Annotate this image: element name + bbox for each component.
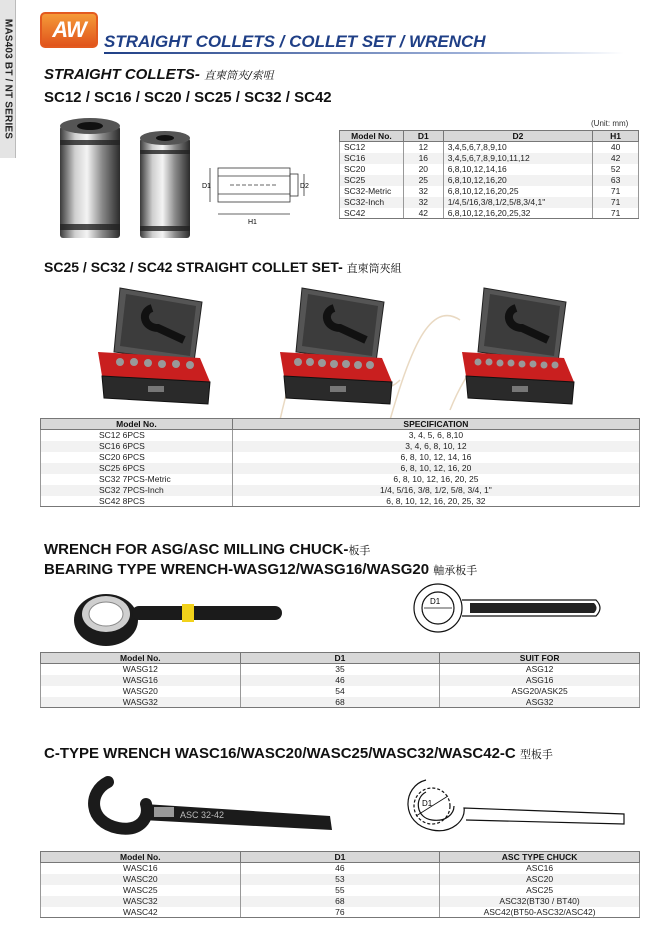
side-tab-label: MAS403 BT / NT SERIES [2, 18, 14, 140]
column-header: Model No. [41, 653, 241, 664]
table-row [41, 496, 640, 507]
label-d2: D2 [300, 183, 309, 190]
column-header: Model No. [340, 131, 404, 142]
side-series-tab [0, 0, 16, 158]
table-row [41, 896, 640, 907]
brand-logo [40, 12, 98, 48]
table-row [41, 463, 640, 474]
table-row [340, 153, 639, 164]
table-row [41, 664, 640, 675]
table-row [41, 474, 640, 485]
table-cell: 6, 8, 10, 12, 14, 16 [232, 452, 639, 463]
table-cell: 1/4,5/16,3/8,1/2,5/8,3/4,1" [443, 197, 593, 208]
table-cell: 32 [403, 186, 443, 197]
table-cell: SC16 [340, 153, 404, 164]
collet-set-heading-en: SC25 / SC32 / SC42 STRAIGHT COLLET SET- [44, 259, 343, 275]
table-cell: 3,4,5,6,7,8,9,10 [443, 142, 593, 153]
table-cell: 55 [240, 885, 440, 896]
column-header: Model No. [41, 419, 233, 430]
column-header: D1 [240, 852, 440, 863]
table-cell: SC16 6PCS [41, 441, 233, 452]
table-row [41, 441, 640, 452]
table-cell: 40 [593, 142, 639, 153]
table-cell: ASG12 [440, 664, 640, 675]
table-cell: 3, 4, 5, 6, 8,10 [232, 430, 639, 441]
table-cell: ASG16 [440, 675, 640, 686]
table-cell: 6, 8, 10, 12, 16, 20, 25 [232, 474, 639, 485]
table-cell: 52 [593, 164, 639, 175]
table-cell: SC42 8PCS [41, 496, 233, 507]
table-row [340, 175, 639, 186]
bearing-heading-cn: 軸承板手 [433, 564, 478, 577]
table-cell: SC12 [340, 142, 404, 153]
table-cell: 68 [240, 697, 440, 708]
table-cell: ASG20/ASK25 [440, 686, 640, 697]
column-header: Model No. [41, 852, 241, 863]
table-cell: 3, 4, 6, 8, 10, 12 [232, 441, 639, 452]
table-cell: SC20 6PCS [41, 452, 233, 463]
asg-heading-en: WRENCH FOR ASG/ASC MILLING CHUCK- [44, 541, 349, 558]
table-cell: WASG32 [41, 697, 241, 708]
column-header: SPECIFICATION [232, 419, 639, 430]
table-row [41, 485, 640, 496]
table-row [41, 885, 640, 896]
collets-heading-cn: 直柬筒夾/索咀 [204, 69, 274, 82]
collets-table [339, 130, 639, 219]
column-header: ASC TYPE CHUCK [440, 852, 640, 863]
table-cell: 76 [240, 907, 440, 918]
collet-set-case-sc32 [274, 282, 398, 412]
table-row [41, 907, 640, 918]
table-cell: SC32-Metric [340, 186, 404, 197]
table-cell: 25 [403, 175, 443, 186]
bearing-wrench-drawing [410, 582, 610, 638]
column-header: D1 [240, 653, 440, 664]
engraved-logo [154, 807, 174, 817]
c-wrench-photo [80, 770, 340, 838]
table-cell: 6, 8, 10, 12, 16, 20 [232, 463, 639, 474]
collets-heading-en: STRAIGHT COLLETS- [44, 66, 200, 83]
unit-note: (Unit: mm) [591, 119, 629, 128]
table-row [340, 164, 639, 175]
table-cell: SC20 [340, 164, 404, 175]
table-row [340, 186, 639, 197]
table-cell: 53 [240, 874, 440, 885]
table-cell: WASC32 [41, 896, 241, 907]
table-row [41, 452, 640, 463]
c-wrench-heading-en: C-TYPE WRENCH WASC16/WASC20/WASC25/WASC32/WASC42-C [44, 745, 516, 762]
asg-wrench-heading [44, 541, 370, 558]
logo-text: AW [52, 17, 86, 42]
table-cell: 32 [403, 197, 443, 208]
table-row [340, 208, 639, 219]
page-title: STRAIGHT COLLETS / COLLET SET / WRENCH [104, 32, 486, 51]
table-cell: SC12 6PCS [41, 430, 233, 441]
table-cell: ASG32 [440, 697, 640, 708]
table-cell: WASG20 [41, 686, 241, 697]
bearing-wrench-heading [44, 561, 477, 578]
c-wrench-drawing [396, 772, 636, 836]
c-wrench-table [40, 851, 640, 918]
table-cell: 6,8,10,12,16,20,25 [443, 186, 593, 197]
table-cell: 6, 8, 10, 12, 16, 20, 25, 32 [232, 496, 639, 507]
c-wrench-heading [44, 745, 553, 762]
table-row [41, 675, 640, 686]
large-collet [60, 118, 120, 238]
table-cell: 63 [593, 175, 639, 186]
table-cell: 71 [593, 197, 639, 208]
table-cell: 46 [240, 863, 440, 874]
bearing-heading-en: BEARING TYPE WRENCH-WASG12/WASG16/WASG20 [44, 561, 430, 578]
table-cell: WASC25 [41, 885, 241, 896]
label-d1: D1 [202, 183, 211, 190]
c-wrench-d1-label: D1 [422, 799, 433, 808]
table-cell: 16 [403, 153, 443, 164]
table-cell: 6,8,10,12,16,20,25,32 [443, 208, 593, 219]
table-cell: 20 [403, 164, 443, 175]
table-cell: 6,8,10,12,14,16 [443, 164, 593, 175]
collets-heading [44, 66, 274, 83]
table-cell: ASC20 [440, 874, 640, 885]
collet-set-heading-cn: 直柬筒夾組 [346, 262, 402, 275]
table-row [41, 697, 640, 708]
table-row [41, 874, 640, 885]
table-row [340, 197, 639, 208]
table-cell: SC25 [340, 175, 404, 186]
table-cell: SC32-Inch [340, 197, 404, 208]
collet-set-table [40, 418, 640, 507]
table-cell: ASC16 [440, 863, 640, 874]
table-cell: 71 [593, 186, 639, 197]
table-cell: 6,8,10,12,16,20 [443, 175, 593, 186]
table-cell: ASC32(BT30 / BT40) [440, 896, 640, 907]
title-underline [104, 52, 624, 54]
table-cell: 1/4, 5/16, 3/8, 1/2, 5/8, 3/4, 1" [232, 485, 639, 496]
table-cell: 42 [593, 153, 639, 164]
table-cell: 71 [593, 208, 639, 219]
table-cell: WASC42 [41, 907, 241, 918]
asg-wrench-table [40, 652, 640, 708]
table-cell: SC25 6PCS [41, 463, 233, 474]
table-cell: 35 [240, 664, 440, 675]
table-cell: WASC16 [41, 863, 241, 874]
collet-set-case-sc25 [92, 282, 216, 412]
table-cell: SC32 7PCS-Metric [41, 474, 233, 485]
table-row [340, 142, 639, 153]
table-cell: 46 [240, 675, 440, 686]
column-header: H1 [593, 131, 639, 142]
table-cell: ASC25 [440, 885, 640, 896]
engraving-text: ASC 32-42 [180, 810, 225, 820]
small-collet [140, 131, 190, 238]
column-header: SUIT FOR [440, 653, 640, 664]
label-h1: H1 [248, 219, 257, 226]
table-cell: 3,4,5,6,7,8,9,10,11,12 [443, 153, 593, 164]
column-header: D2 [443, 131, 593, 142]
bearing-d1-label: D1 [430, 597, 441, 606]
table-cell: ASC42(BT50-ASC32/ASC42) [440, 907, 640, 918]
table-cell: WASC20 [41, 874, 241, 885]
table-cell: WASG16 [41, 675, 241, 686]
collets-subheading: SC12 / SC16 / SC20 / SC25 / SC32 / SC42 [44, 89, 332, 106]
bearing-wrench-photo [70, 582, 300, 652]
c-wrench-heading-cn: 型板手 [519, 748, 553, 761]
table-cell: 54 [240, 686, 440, 697]
collet-dimension-drawing [200, 158, 310, 228]
collet-set-case-sc42 [456, 282, 580, 412]
table-cell: 42 [403, 208, 443, 219]
table-cell: 12 [403, 142, 443, 153]
column-header: D1 [403, 131, 443, 142]
asg-heading-cn: 板手 [348, 544, 371, 557]
table-cell: 68 [240, 896, 440, 907]
table-cell: WASG12 [41, 664, 241, 675]
table-row [41, 686, 640, 697]
table-row [41, 863, 640, 874]
table-cell: SC32 7PCS-Inch [41, 485, 233, 496]
collets-photo [52, 112, 202, 242]
table-row [41, 430, 640, 441]
table-cell: SC42 [340, 208, 404, 219]
